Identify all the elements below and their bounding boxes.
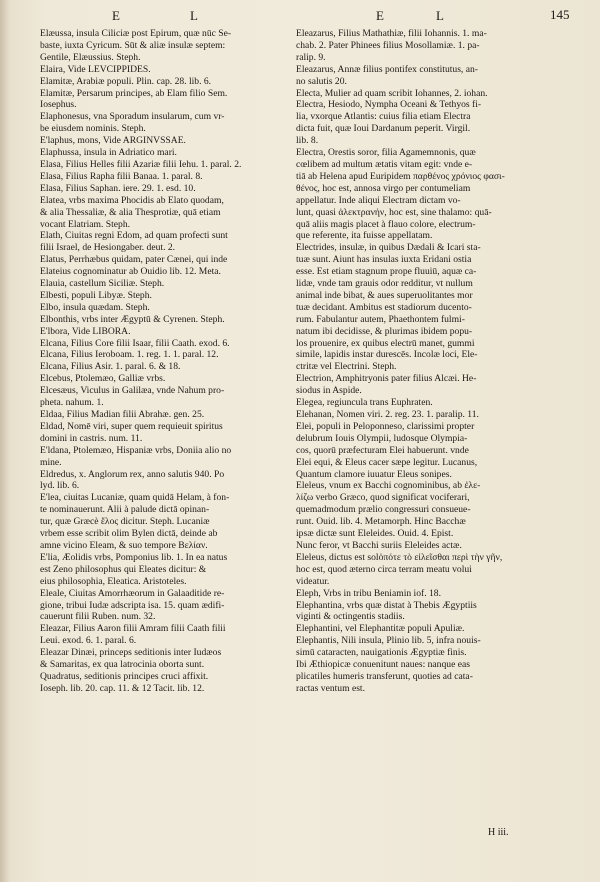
text-line: Eldaa, Filius Madian filii Abrahæ. gen. 25. <box>40 409 205 420</box>
text-line: Elei equi, & Eleus cacer sæpe legitur. Lucanus, <box>296 456 478 468</box>
text-line: vrbem esse scribit olim Bylen dictā, deinde ab <box>40 528 218 540</box>
text-line: Elaira, Vide LEVCIPPIDES. <box>40 63 151 75</box>
text-line: Elbesti, populi Libyæ. Steph. <box>40 289 152 301</box>
text-line: cos, quorū præfecturam Elei habuerunt. vnde <box>296 444 469 456</box>
text-line: lidæ, vnde tam grauis odor redditur, vt nullum <box>296 278 473 290</box>
text-line: lia, vxorque Atlantis: cuius filia etiam Electra <box>296 111 471 123</box>
text-line: appellatur. Inde aliqui Electram dictam vo- <box>296 194 461 206</box>
text-line: E'lia, Æolidis vrbs, Pomponius lib. 1. In ea natus <box>40 551 228 563</box>
text-line: & alia Thessaliæ, & alia Thesprotiæ, quā etiam <box>40 206 221 218</box>
text-line: Elamitæ, Persarum principes, ab Elam filio Sem. <box>40 87 228 99</box>
text-line: Eleazar Dinæi, princeps seditionis inter Iudæos <box>40 647 222 659</box>
text-line: Elehanan, Nomen viri. 2. reg. 23. 1. paralip. 11. <box>296 409 479 420</box>
text-line: animal inde bibat, & aues superuolitantes mor <box>296 289 473 301</box>
text-line: Elei, populi in Peloponneso, clarissimi propter <box>296 420 475 432</box>
text-line: natum ibi decidisse, & plurimas ibidem popu- <box>296 325 473 337</box>
text-line: Eleleus, vnum ex Bacchi cognominibus, ab ἐλε- <box>296 480 481 492</box>
text-line: lunt, quasi ἀλεκτρανήν, hoc est, sine thalamo: quā- <box>296 206 492 218</box>
text-line: simū cataracten, nauigationis Ægyptiæ finis. <box>296 647 467 659</box>
text-line: gione, tribui Iudæ adscripta isa. 15. quam ædifi- <box>40 599 225 611</box>
text-line: que referente, ita fuisse appellatam. <box>296 230 433 242</box>
text-line: Elaphonesus, vna Sporadum insularum, cum vr- <box>40 111 225 123</box>
text-line: Electrides, insulæ, in quibus Dædali & Icari sta- <box>296 242 481 254</box>
text-line: λίζω verbo Græco, quod significat vociferari, <box>296 492 470 504</box>
text-line: Electra, Hesiodo, Nympha Oceani & Tethyos fi- <box>296 99 482 111</box>
text-line: Elatea, vrbs maxima Phocidis ab Elato quodam, <box>40 194 224 206</box>
text-line: Eleazar, Filius Aaron filii Amram filii Caath filii <box>40 623 226 635</box>
text-line: Ibi Æthiopicæ conuenitunt naues: nanque eas <box>296 659 470 671</box>
text-line: Elasa, Filius Rapha filii Banaa. 1. paral. 8. <box>40 170 203 182</box>
text-line: quā aliis magis placet à flauo colore, electrum- <box>296 218 476 230</box>
text-line: Eleleus, dictus est solὁπότε τὸ εἱλεῖσθαι περὶ τὴν γῆν, <box>296 551 503 563</box>
page-number: 145 <box>550 7 570 22</box>
text-line: Elcana, Filius Ieroboam. 1. reg. 1. 1. paral. 12. <box>40 349 219 361</box>
text-line: Elbo, insula quædam. Steph. <box>40 301 150 313</box>
text-line: θένος, hoc est, annosa virgo per contumeliam <box>296 182 471 194</box>
text-line: Elcebus, Ptolemæo, Galliæ vrbs. <box>40 373 166 385</box>
text-line: E'lbora, Vide LIBORA. <box>40 325 131 337</box>
text-line: ralip. 9. <box>296 51 326 63</box>
text-line: be eiusdem nominis. Steph. <box>40 123 146 135</box>
text-line: Elephantina, vrbs quæ distat à Thebis Ægyptiis <box>296 599 477 611</box>
text-line: te nominauerunt. Alii à palude dictā opinan- <box>40 504 210 516</box>
text-line: ctritæ vel Electrini. Steph. <box>296 361 397 373</box>
text-line: Elasa, Filius Helles filii Azariæ filii Iehu. 1. paral. 2. <box>40 158 242 170</box>
text-line: Eleale, Ciuitas Amorrhæorum in Galaaditide re- <box>40 587 225 599</box>
running-head-left-b: L <box>190 8 200 23</box>
text-line: domini in castris. num. 11. <box>40 432 143 444</box>
text-line: ractas ventum est. <box>296 682 365 694</box>
running-head-right-b: L <box>436 8 446 23</box>
text-line: Eleazarus, Annæ filius pontifex constitutus, an- <box>296 63 478 75</box>
text-line: & Samaritas, ex qua latrocinia oborta sunt. <box>40 659 205 671</box>
text-line: Elateius cognominatur ab Ouidio lib. 12. Meta. <box>40 266 221 278</box>
page-fold-shadow <box>0 0 10 882</box>
text-line: Eldad, Nomē viri, super quem requieuit spiritus <box>40 420 223 432</box>
text-line: Gentile, Elæussius. Steph. <box>40 51 141 63</box>
text-line: Elcesæus, Viculus in Galilæa, vnde Nahum pro- <box>40 385 225 397</box>
right-column <box>296 28 564 695</box>
text-line: Ioseph. lib. 20. cap. 11. & 12 Tacit. lib. 12. <box>40 682 205 694</box>
text-line: filii Israel, de Hesiongaber. deut. 2. <box>40 242 176 254</box>
text-line: Elasa, Filius Saphan. iere. 29. 1. esd. 10. <box>40 182 196 194</box>
text-line: Nunc feror, vt Bacchi suriis Eleleides actæ. <box>296 539 462 551</box>
text-line: quemadmodum prælio congressuri consueue- <box>296 504 471 516</box>
text-line: Elæussa, insula Ciliciæ post Epirum, quæ nūc Se- <box>40 28 232 39</box>
text-line: simile, lapidis instar durescēs. Incolæ loci, Ele- <box>296 349 478 361</box>
text-line: Iosephus. <box>40 99 77 111</box>
text-line: chab. 2. Pater Phinees filius Mosollamiæ. 1. pa- <box>296 39 480 51</box>
text-line: siodus in Aspide. <box>296 385 362 397</box>
text-line: vocant Elatriam. Steph. <box>40 218 131 230</box>
text-line: Elamitæ, Arabiæ populi. Plin. cap. 28. lib. 6. <box>40 75 212 87</box>
text-line: Elegea, regiuncula trans Euphraten. <box>296 397 433 409</box>
text-line: tiā ab Helena apud Euripidem παρθένος χρόνιος φασι- <box>296 170 505 182</box>
text-line: tur, quæ Græcè ἕλος dicitur. Steph. Lucaniæ <box>40 516 210 528</box>
text-line: Eleph, Vrbs in tribu Beniamin iof. 18. <box>296 587 442 599</box>
text-line: Electra, Orestis soror, filia Agamemnonis, quæ <box>296 147 476 159</box>
text-line: eius philosophia, Eleatica. Aristoteles. <box>40 575 187 587</box>
text-line: Elatus, Perrhæbus quidam, pater Cænei, qui inde <box>40 254 228 266</box>
text-line: ipsæ dictæ sunt Eleleides. Ouid. 4. Epist. <box>296 528 454 540</box>
text-line: hoc est, quod æterno circa terram meatu volui <box>296 563 472 575</box>
text-line: dicta fuit, quæ Ioui Dardanum peperit. Virgil. <box>296 123 471 135</box>
text-line: Eldredus, x. Anglorum rex, anno salutis 940. Po <box>40 468 225 480</box>
left-column <box>40 28 308 695</box>
text-line: Elephantis, Nili insula, Plinio lib. 5, infra nouis- <box>296 635 481 647</box>
text-line: rum. Fabulantur autem, Phaethontem fulmi- <box>296 313 465 325</box>
text-line: Elephantini, vel Elephantitæ populi Apuliæ. <box>296 623 465 635</box>
text-line: E'ldana, Ptolemæo, Hispaniæ vrbs, Doniia alio no <box>40 444 232 456</box>
text-line: cœlibem ad multum ætatis vitam egit: vnde e- <box>296 158 473 170</box>
text-line: baste, iuxta Cyricum. Sūt & aliæ insulæ septem: <box>40 39 226 51</box>
text-line: delubrum Iouis Olympii, ludosque Olympia- <box>296 432 468 444</box>
text-line: Elauia, castellum Siciliæ. Steph. <box>40 278 165 290</box>
text-line: Electa, Mulier ad quam scribit Iohannes, 2. iohan. <box>296 87 488 99</box>
text-line: Elaphussa, insula in Adriatico mari. <box>40 147 177 159</box>
text-line: pheta. nahum. 1. <box>40 397 104 409</box>
text-line: mine. <box>40 456 62 468</box>
text-line: tuæ decidant. Ambitus est stadiorum ducento- <box>296 301 472 313</box>
text-line: Elcana, Filius Asir. 1. paral. 6. & 18. <box>40 361 181 373</box>
page-header <box>0 6 600 28</box>
text-line: Elath, Ciuitas regni Edom, ad quam profecti sunt <box>40 230 228 242</box>
text-line: lib. 8. <box>296 135 319 147</box>
text-line: Elbonthis, vrbs inter Ægyptū & Cyrenen. Steph. <box>40 313 225 325</box>
text-line: Elcana, Filius Core filii Isaar, filii Caath. exod. 6. <box>40 337 230 349</box>
text-line: tuæ sunt. Aiunt has insulas iuxta Eridani ostia <box>296 254 472 266</box>
text-line: runt. Ouid. lib. 4. Metamorph. Hinc Bacchæ <box>296 516 466 528</box>
text-line: Quadratus, seditionis principes cruci affixit. <box>40 670 209 682</box>
text-line: videatur. <box>296 575 330 587</box>
signature-mark: H iii. <box>488 827 509 838</box>
text-line: E'laphus, mons, Vide ARGINVSSAE. <box>40 135 186 147</box>
text-line: esse. Est etiam stagnum prope fluuiū, aquæ ca- <box>296 266 477 278</box>
text-line: Eleazarus, Filius Mathathiæ, filii Iohannis. 1. ma- <box>296 28 487 39</box>
text-line: E'lea, ciuitas Lucaniæ, quam quidā Helam, à fon- <box>40 492 230 504</box>
text-line: amne vicino Eleam, & suo tempore Βελίαν. <box>40 539 208 551</box>
text-line: lyd. lib. 6. <box>40 480 80 492</box>
text-line: Leui. exod. 6. 1. paral. 6. <box>40 635 137 647</box>
running-head-left-a: E <box>112 8 122 23</box>
text-line: no salutis 20. <box>296 75 347 87</box>
text-line: Quantum clamore iuuatur Eleus sonipes. <box>296 468 452 480</box>
text-line: plicatiles humeris transferunt, quoties ad cata- <box>296 670 473 682</box>
running-head-right-a: E <box>376 8 386 23</box>
text-line: est Zeno philosophus qui Eleates dicitur: & <box>40 563 207 575</box>
text-line: cauerunt filii Ruben. num. 32. <box>40 611 156 623</box>
text-line: los prouenire, ex quibus electrū manet, gummi <box>296 337 475 349</box>
text-line: viginti & octingentis stadiis. <box>296 611 405 623</box>
text-line: Electrion, Amphitryonis pater filius Alcæi. He- <box>296 373 477 385</box>
